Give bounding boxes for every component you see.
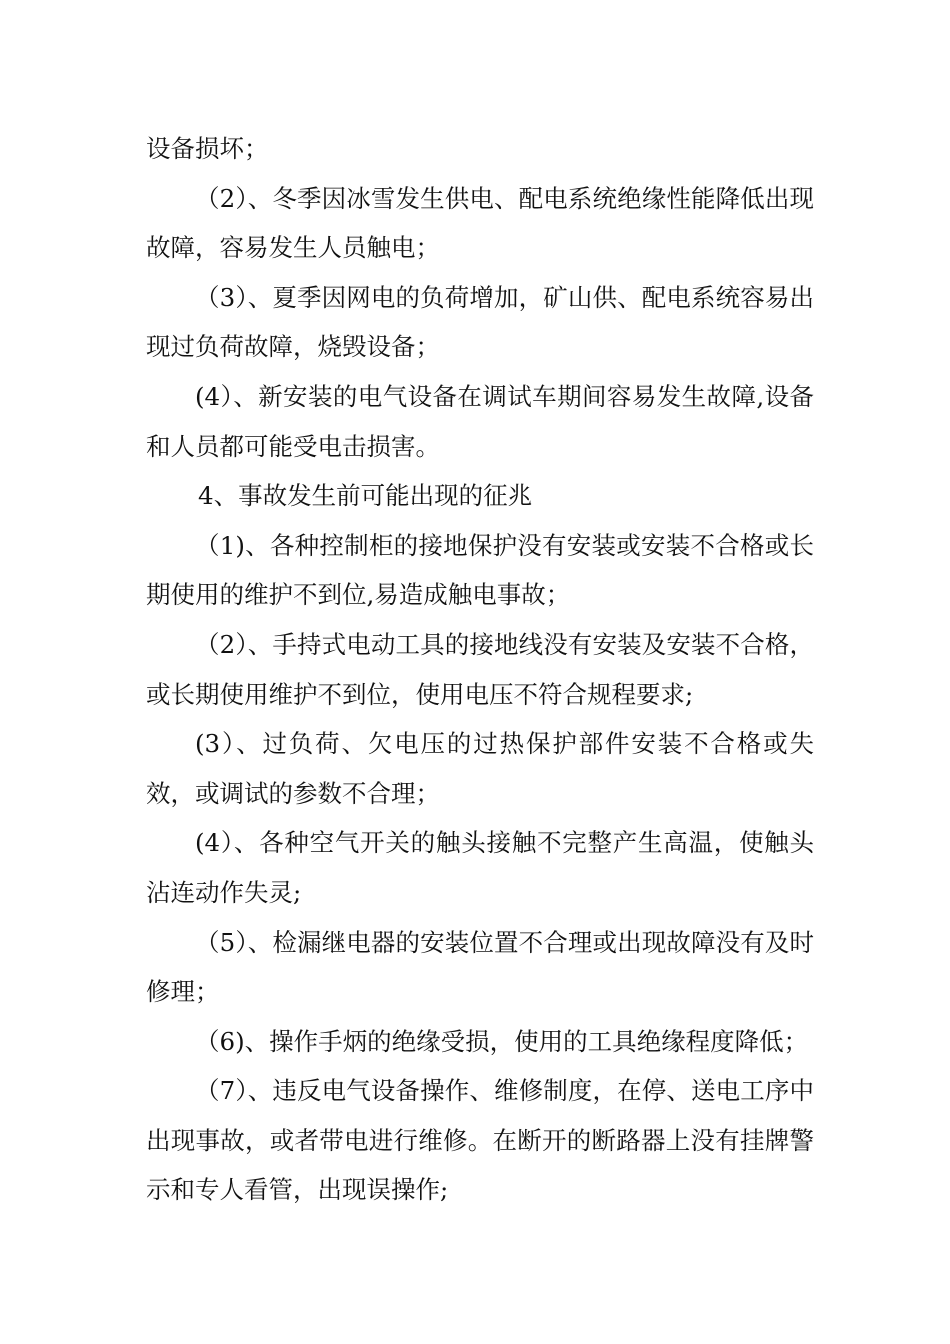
paragraph-11: （6)、操作手炳的绝缘受损，使用的工具绝缘程度降低； [195, 1026, 809, 1056]
paragraph-2: （2）、冬季因冰雪发生供电、配电系统绝缘性能降低出现故障，容易发生人员触电； [146, 183, 814, 263]
paragraph-12: （7）、违反电气设备操作、维修制度，在停、送电工序中出现事故，或者带电进行维修。在断开的断路器上没有挂牌警示和专人看管，出现误操作; [146, 1076, 814, 1205]
paragraph-10: （5）、检漏继电器的安装位置不合理或出现故障没有及时修理； [146, 927, 814, 1007]
document-body [146, 124, 814, 1215]
paragraph-3: （3）、夏季因网电的负荷增加，矿山供、配电系统容易出现过负荷故障，烧毁设备； [146, 282, 814, 362]
paragraph-4: (4）、新安装的电气设备在调试车期间容易发生故障,设备和人员都可能受电击损害。 [146, 381, 814, 461]
paragraph-6: （1)、各种控制柜的接地保护没有安装或安装不合格或长期使用的维护不到位,易造成触电事故； [146, 530, 814, 610]
paragraph-9: (4）、各种空气开关的触头接触不完整产生高温，使触头沾连动作失灵; [146, 828, 814, 907]
paragraph-1: 设备损坏； [146, 134, 269, 163]
paragraph-8: (3）、过负荷、欠电压的过热保护部件安装不合格或失效，或调试的参数不合理； [146, 729, 814, 808]
paragraph-7: （2）、手持式电动工具的接地线没有安装及安装不合格，或长期使用维护不到位，使用电压不符合规程要求; [146, 629, 814, 709]
section-heading: 4、事故发生前可能出现的征兆 [198, 481, 533, 511]
